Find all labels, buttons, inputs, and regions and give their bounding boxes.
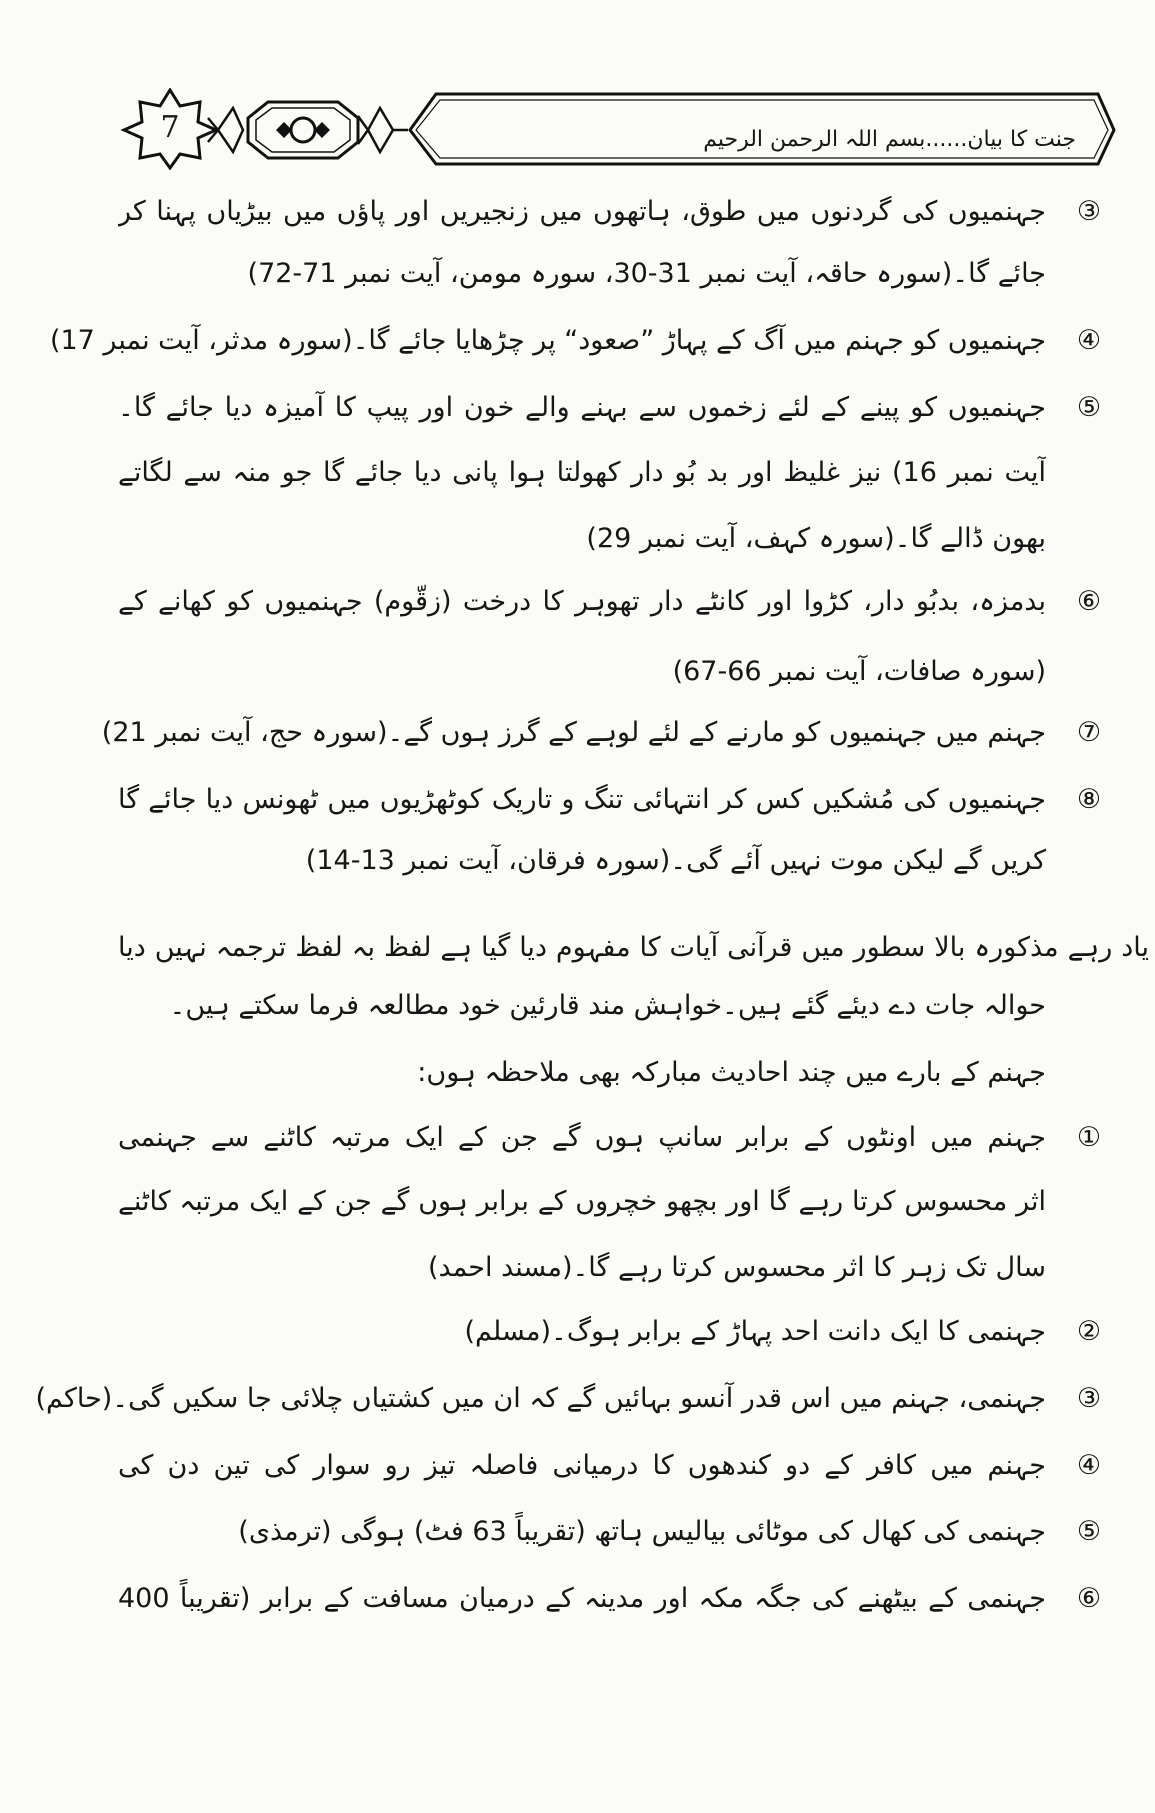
item-number: ⑦ [1076,717,1102,748]
item-number: ⑤ [1076,392,1102,423]
item-line: جہنمی کی کھال کی موٹائی بیالیس ہاتھ (تقریباً 63 فٹ) ہوگی (ترمذی) [238,1516,1046,1547]
item-line: (سورہ صافات، آیت نمبر 66-67) [672,656,1046,687]
item-line: جہنمیوں کی مُشکیں کس کر انتہائی تنگ و تاریک کوٹھڑیوں میں ٹھونس دیا جائے گا [118,784,1046,815]
hadith-intro: جہنم کے بارے میں چند احادیث مبارکہ بھی ملاحظہ ہوں: [417,1057,1046,1088]
item-number: ④ [1076,325,1102,356]
item-line: بھون ڈالے گا۔(سورہ کہف، آیت نمبر 29) [586,523,1046,554]
item-line: جائے گا۔(سورہ حاقہ، آیت نمبر 31-30، سورہ مومن، آیت نمبر 71-72) [247,258,1046,289]
item-number: ⑧ [1076,784,1102,815]
item-line: بدمزہ، بدبُو دار، کڑوا اور کانٹے دار تھوہر کا درخت (زقّوم) جہنمیوں کو کھانے کے [118,586,1046,617]
item-number: ① [1076,1122,1102,1153]
item-number: ④ [1076,1450,1102,1481]
item-line: جہنمی کا ایک دانت احد پہاڑ کے برابر ہوگ۔(مسلم) [464,1316,1046,1347]
item-line: آیت نمبر 16) نیز غلیظ اور بد بُو دار کھولتا ہوا پانی دیا جائے گا جو منہ سے لگاتے [118,457,1046,488]
item-number: ③ [1076,196,1102,227]
item-number: ⑥ [1076,586,1102,617]
item-line: اثر محسوس کرتا رہے گا اور بچھو خچروں کے برابر ہوں گے جن کے ایک مرتبہ کاٹنے [118,1186,1046,1217]
item-number: ⑤ [1076,1516,1102,1547]
item-line: سال تک زہر کا اثر محسوس کرتا رہے گا۔(مسند احمد) [427,1252,1046,1283]
item-line: جہنمی، جہنم میں اس قدر آنسو بہائیں گے کہ ان میں کشتیاں چلائی جا سکیں گی۔(حاکم) [35,1383,1046,1414]
note-line: یاد رہے مذکورہ بالا سطور میں قرآنی آیات کا مفہوم دیا گیا ہے لفظ بہ لفظ ترجمہ نہیں دیا [118,932,1149,963]
item-line: جہنمیوں کی گردنوں میں طوق، ہاتھوں میں زنجیریں اور پاؤں میں بیڑیاں پہنا کر [118,196,1046,227]
item-line: کریں گے لیکن موت نہیں آئے گی۔(سورہ فرقان، آیت نمبر 13-14) [305,845,1046,876]
page-header [118,88,1118,170]
item-number: ⑥ [1076,1583,1102,1614]
item-number: ③ [1076,1383,1102,1414]
item-line: جہنم میں کافر کے دو کندھوں کا درمیانی فاصلہ تیز رو سوار کی تین دن کی [118,1450,1046,1481]
item-line: جہنم میں اونٹوں کے برابر سانپ ہوں گے جن کے ایک مرتبہ کاٹنے سے جہنمی [118,1122,1046,1153]
item-number: ② [1076,1316,1102,1347]
item-line: جہنمی کے بیٹھنے کی جگہ مکہ اور مدینہ کے درمیان مسافت کے برابر (تقریباً 400 [118,1583,1046,1614]
item-line: جہنم میں جہنمیوں کو مارنے کے لئے لوہے کے گرز ہوں گے۔(سورہ حج، آیت نمبر 21) [101,717,1046,748]
page-number: 7 [160,110,180,145]
item-line: جہنمیوں کو پینے کے لئے زخموں سے بہنے والے خون اور پیپ کا آمیزہ دیا جائے گا۔ [118,392,1046,423]
running-title: جنت کا بیان......بسم اللہ الرحمن الرحیم [703,127,1076,152]
item-line: جہنمیوں کو جہنم میں آگ کے پہاڑ ”صعود“ پر چڑھایا جائے گا۔(سورہ مدثر، آیت نمبر 17) [49,325,1046,356]
note-line: حوالہ جات دے دیئے گئے ہیں۔خواہش مند قارئین خود مطالعہ فرما سکتے ہیں۔ [169,990,1046,1021]
